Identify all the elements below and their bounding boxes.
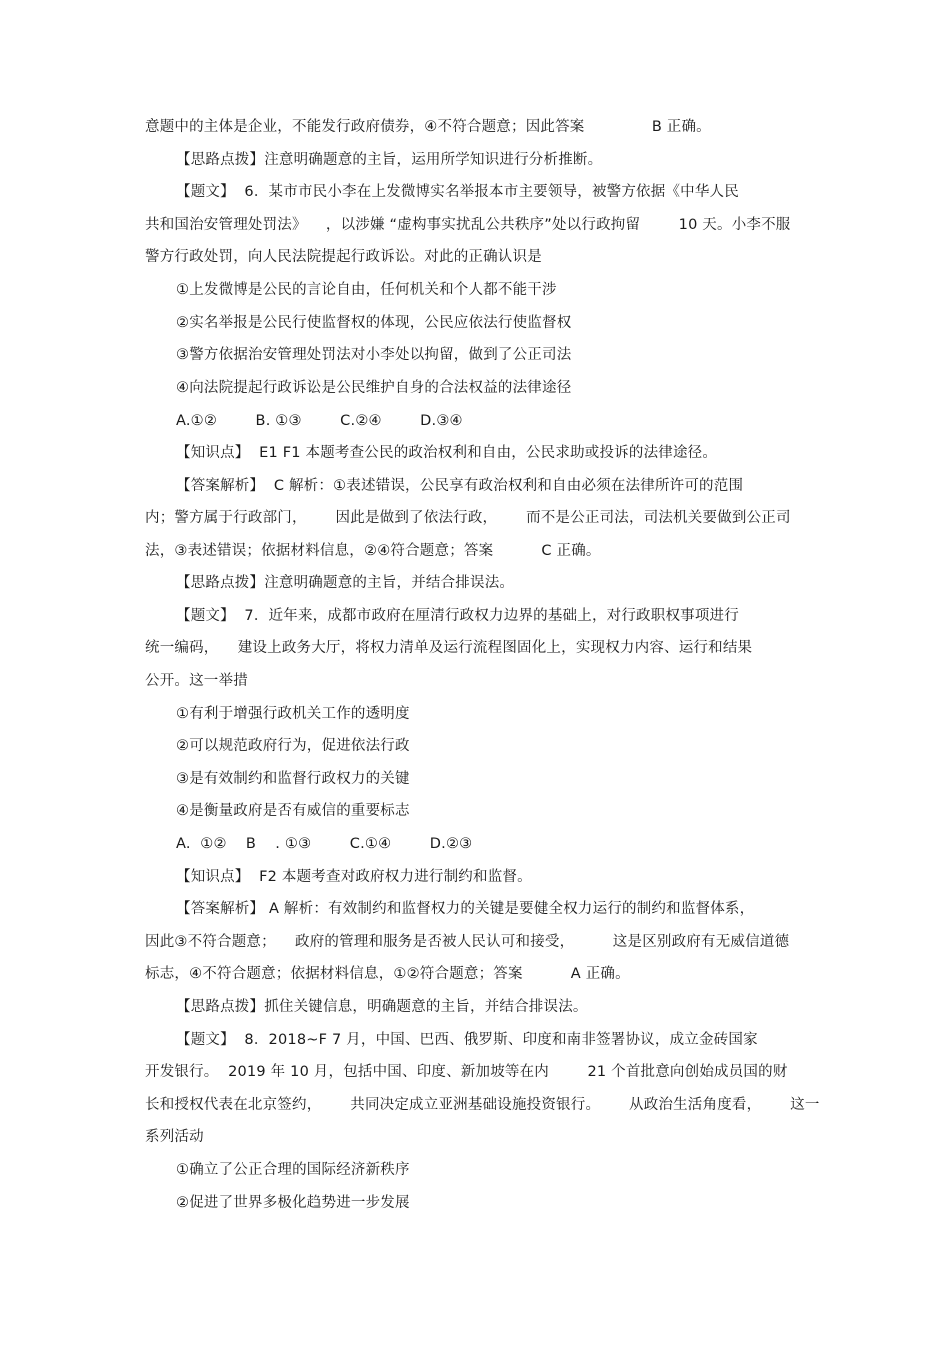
text-line: 系列活动 [145, 1129, 204, 1145]
text-line: 【思路点拨】注意明确题意的主旨，运用所学知识进行分析推断。 [176, 152, 603, 168]
text-line: ①确立了公正合理的国际经济新秩序 [176, 1162, 410, 1178]
text-line: 开发银行。 2019 年 10 月，包括中国、印度、新加坡等在内 21 个首批意向创始成员国的财 [145, 1064, 788, 1080]
text-line: ①有利于增强行政机关工作的透明度 [176, 706, 410, 722]
text-line: 【思路点拨】注意明确题意的主旨，并结合排误法。 [176, 575, 515, 591]
text-line: 【知识点】 E1 F1 本题考查公民的政治权利和自由，公民求助或投诉的法律途径。 [176, 445, 718, 461]
text-line: 内；警方属于行政部门， 因此是做到了依法行政， 而不是公正司法，司法机关要做到公正司 [145, 510, 791, 526]
text-line: 统一编码， 建设上政务大厅，将权力清单及运行流程图固化上，实现权力内容、运行和结果 [145, 640, 753, 656]
text-line: A. ①② B . ①③ C.①④ D.②③ [176, 836, 473, 852]
text-line: 【答案解析】 A 解析：有效制约和监督权力的关键是要健全权力运行的制约和监督体系， [176, 901, 755, 917]
text-line: ③警方依据治安管理处罚法对小李处以拘留，做到了公正司法 [176, 347, 572, 363]
text-line: 法，③表述错误；依据材料信息，②④符合题意；答案 C 正确。 [145, 543, 601, 559]
text-line: 警方行政处罚，向人民法院提起行政诉讼。对此的正确认识是 [145, 249, 542, 265]
text-line: 【题文】 7．近年来，成都市政府在厘清行政权力边界的基础上，对行政职权事项进行 [176, 608, 739, 624]
text-line: ③是有效制约和监督行政权力的关键 [176, 771, 410, 787]
text-line: 因此③不符合题意； 政府的管理和服务是否被人民认可和接受， 这是区别政府有无威信道德 [145, 934, 790, 950]
text-line: 意题中的主体是企业，不能发行政府债券，④不符合题意；因此答案 B 正确。 [145, 119, 711, 135]
text-line: 【答案解析】 C 解析：①表述错误，公民享有政治权利和自由必须在法律所许可的范围 [176, 478, 744, 494]
text-line: ④向法院提起行政诉讼是公民维护自身的合法权益的法律途径 [176, 380, 572, 396]
text-line: 公开。这一举措 [145, 673, 248, 689]
text-line: 【思路点拨】抓住关键信息，明确题意的主旨，并结合排误法。 [176, 999, 588, 1015]
text-line: A.①② B. ①③ C.②④ D.③④ [176, 413, 463, 429]
text-line: ②实名举报是公民行使监督权的体现，公民应依法行使监督权 [176, 315, 572, 331]
text-line: 【题文】 6．某市市民小李在上发微博实名举报本市主要领导，被警方依据《中华人民 [176, 184, 739, 200]
text-line: 共和国治安管理处罚法》 ，以涉嫌 “虚构事实扰乱公共秩序”处以行政拘留 10 天。小李不服 [145, 217, 791, 233]
text-line: ①上发微博是公民的言论自由，任何机关和个人都不能干涉 [176, 282, 557, 298]
text-line: ②促进了世界多极化趋势进一步发展 [176, 1195, 410, 1211]
text-line: 【题文】 8．2018~F 7 月，中国、巴西、俄罗斯、印度和南非签署协议，成立金砖国家 [176, 1032, 758, 1048]
text-line: ②可以规范政府行为，促进依法行政 [176, 738, 410, 754]
text-line: 【知识点】 F2 本题考查对政府权力进行制约和监督。 [176, 869, 532, 885]
text-line: 长和授权代表在北京签约， 共同决定成立亚洲基础设施投资银行。 从政治生活角度看， 这一 [145, 1097, 820, 1113]
text-line: 标志，④不符合题意；依据材料信息，①②符合题意；答案 A 正确。 [145, 966, 630, 982]
text-line: ④是衡量政府是否有威信的重要标志 [176, 803, 410, 819]
